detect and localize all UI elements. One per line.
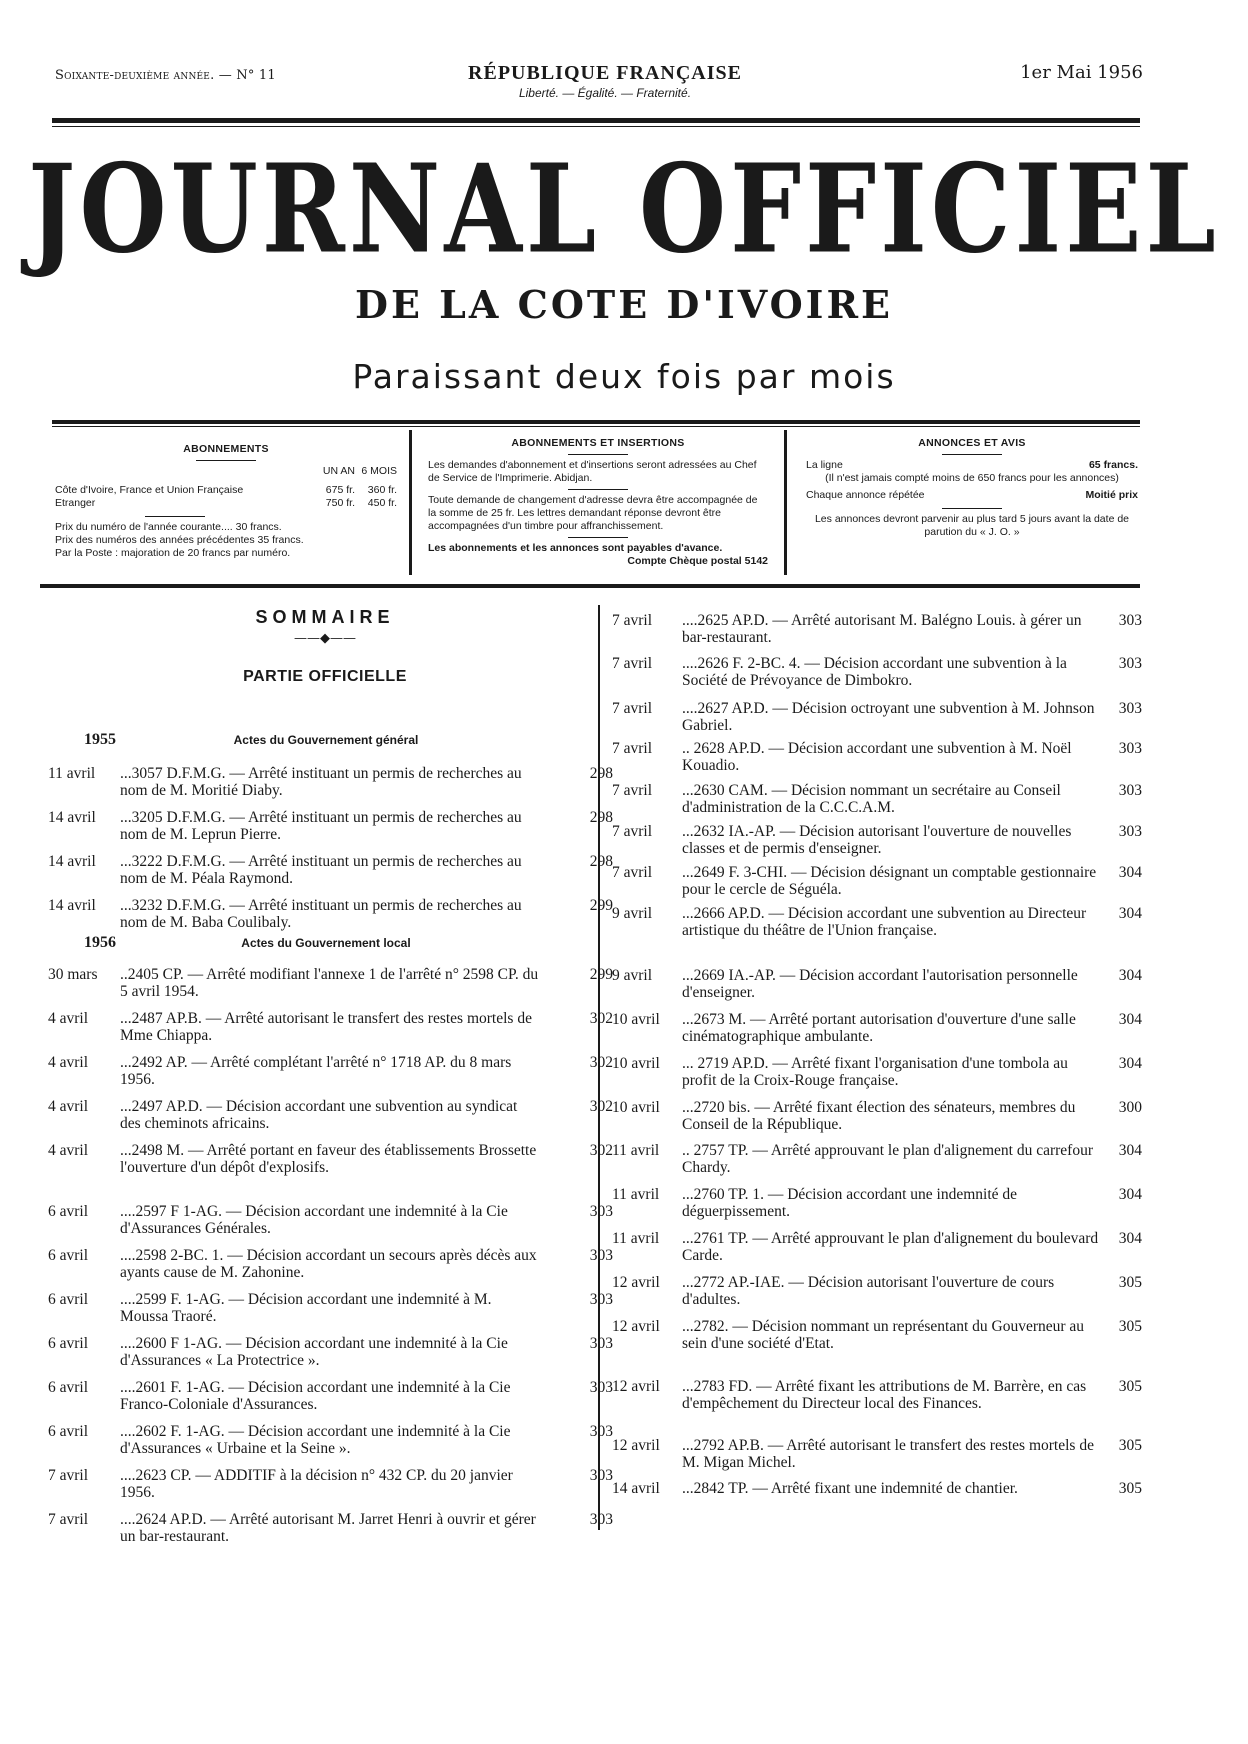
- toc-entry-page: 303: [589, 1203, 613, 1220]
- row1-label: Côte d'Ivoire, France et Union Française: [55, 484, 244, 496]
- toc-entry-page: 303: [589, 1467, 613, 1484]
- sommaire-title: SOMMAIRE: [255, 607, 395, 627]
- toc-entry-date: 7 avril: [612, 612, 653, 629]
- boxes-rule-bottom: [40, 584, 1140, 588]
- toc-entry-page: 304: [1118, 1142, 1142, 1159]
- toc-entry-text: ...2632 IA.-AP. — Décision autorisant l'ouverture de nouvelles classes et de permis d'enseigner.: [682, 823, 1072, 857]
- row2-un-an: 750 fr.: [325, 497, 355, 509]
- toc-entry-date: 12 avril: [612, 1318, 660, 1335]
- annonces-repetee: [806, 489, 1138, 502]
- section-year-1955: 1955: [84, 731, 116, 748]
- annonces-delai: Les annonces devront parvenir au plus tard 5 jours avant la date de parution du « J. O. »: [814, 513, 1130, 538]
- annonces-ligne: [806, 459, 1138, 472]
- toc-entry-page: 303: [1118, 782, 1142, 799]
- boxes-rule-top-thin: [52, 426, 1140, 427]
- toc-entry-date: 30 mars: [48, 966, 98, 983]
- toc-entry-page: 299: [589, 966, 613, 983]
- row2-label: Etranger: [55, 497, 96, 509]
- toc-entry-page: 305: [1118, 1480, 1142, 1497]
- toc-entry-text: ....2601 F. 1-AG. — Décision accordant une indemnité à la Cie Franco-Coloniale d'Assurances.: [120, 1379, 511, 1413]
- toc-entry-text: ...3232 D.F.M.G. — Arrêté instituant un permis de recherches au nom de M. Baba Coulibaly.: [120, 897, 522, 931]
- toc-entry-date: 4 avril: [48, 1098, 89, 1115]
- toc-entry-text: ...2842 TP. — Arrêté fixant une indemnité de chantier.: [682, 1480, 1018, 1497]
- toc-entry-text: .. 2628 AP.D. — Décision accordant une subvention à M. Noël Kouadio.: [682, 740, 1072, 774]
- toc-entry-page: 302: [589, 1010, 613, 1027]
- toc-entry-text: ....2625 AP.D. — Arrêté autorisant M. Balégno Louis. à gérer un bar-restaurant.: [682, 612, 1082, 646]
- partie-officielle-heading: PARTIE OFFICIELLE: [243, 668, 407, 685]
- toc-entry-date: 6 avril: [48, 1379, 89, 1396]
- toc-entry-page: 298: [589, 809, 613, 826]
- col-un-an: UN AN: [322, 465, 355, 477]
- toc-entry-page: 303: [1118, 700, 1142, 717]
- toc-entry-date: 7 avril: [612, 782, 653, 799]
- row2-6-mois: 450 fr.: [367, 497, 397, 509]
- toc-entry-text: ...2498 M. — Arrêté portant en faveur des établissements Brossette l'ouverture d'un dépôt d'explosifs.: [120, 1142, 537, 1176]
- abonnements-box: [55, 443, 397, 560]
- issue-date: 1er Mai 1956: [1020, 62, 1143, 83]
- journal-tagline: Paraissant deux fois par mois: [352, 357, 896, 396]
- toc-entry-date: 7 avril: [48, 1511, 89, 1528]
- toc-entry-page: 302: [589, 1054, 613, 1071]
- toc-entry-date: 12 avril: [612, 1378, 660, 1395]
- toc-entry-text: ....2600 F 1-AG. — Décision accordant une indemnité à la Cie d'Assurances « La Protectrice ».: [120, 1335, 508, 1369]
- toc-entry-page: 303: [1118, 740, 1142, 757]
- insertions-bar: [568, 454, 628, 455]
- toc-entry-date: 10 avril: [612, 1055, 660, 1072]
- abonnements-cols: [55, 465, 397, 478]
- toc-entry-date: 11 avril: [612, 1142, 660, 1159]
- toc-entry-text: ...3222 D.F.M.G. — Arrêté instituant un permis de recherches au nom de M. Péala Raymond.: [120, 853, 522, 887]
- toc-entry-date: 9 avril: [612, 967, 653, 984]
- toc-entry-text: ...2492 AP. — Arrêté complétant l'arrêté n° 1718 AP. du 8 mars 1956.: [120, 1054, 512, 1088]
- abonnements-prix-1: Prix du numéro de l'année courante.... 30 francs.: [55, 521, 282, 533]
- col-6-mois: 6 MOIS: [361, 465, 397, 477]
- toc-entry-page: 303: [589, 1291, 613, 1308]
- insertions-box: [428, 437, 768, 568]
- toc-entry-page: 305: [1118, 1437, 1142, 1454]
- toc-entry-text: ...2487 AP.B. — Arrêté autorisant le transfert des restes mortels de Mme Chiappa.: [120, 1010, 532, 1044]
- toc-entry-text: ...3057 D.F.M.G. — Arrêté instituant un permis de recherches au nom de M. Moritié Diaby.: [120, 765, 522, 799]
- toc-entry-text: ..2405 CP. — Arrêté modifiant l'annexe 1 de l'arrêté n° 2598 CP. du 5 avril 1954.: [120, 966, 539, 1000]
- toc-entry-text: ....2626 F. 2-BC. 4. — Décision accordant une subvention à la Société de Prévoyance de Dimbokro.: [682, 655, 1067, 689]
- issue-line: Soixante-deuxième année. — N° 11: [55, 68, 276, 83]
- toc-entry-date: 6 avril: [48, 1335, 89, 1352]
- toc-entry-text: ...2649 F. 3-CHI. — Décision désignant un comptable gestionnaire pour le cercle de Séguéla.: [682, 864, 1097, 898]
- insertions-bar-2: [568, 489, 628, 490]
- toc-entry-date: 4 avril: [48, 1054, 89, 1071]
- toc-entry-page: 303: [589, 1511, 613, 1528]
- annonces-ligne-label: La ligne: [806, 459, 843, 471]
- toc-entry-page: 305: [1118, 1274, 1142, 1291]
- toc-entry-date: 7 avril: [612, 823, 653, 840]
- boxes-rule-top: [52, 420, 1140, 424]
- toc-entry-page: 303: [1118, 655, 1142, 672]
- toc-entry-page: 304: [1118, 967, 1142, 984]
- toc-entry-text: ...3205 D.F.M.G. — Arrêté instituant un permis de recherches au nom de M. Leprun Pierre.: [120, 809, 522, 843]
- toc-entry-text: ...2630 CAM. — Décision nommant un secrétaire au Conseil d'administration de la C.C.C.A.M.: [682, 782, 1061, 816]
- abonnements-title: ABONNEMENTS: [183, 443, 269, 455]
- toc-entry-page: 300: [1118, 1099, 1142, 1116]
- toc-entry-text: ....2597 F 1-AG. — Décision accordant une indemnité à la Cie d'Assurances Générales.: [120, 1203, 508, 1237]
- toc-entry-text: ...2792 AP.B. — Arrêté autorisant le transfert des restes mortels de M. Migan Michel.: [682, 1437, 1094, 1471]
- toc-entry-text: ...2720 bis. — Arrêté fixant élection des sénateurs, membres du Conseil de la République.: [682, 1099, 1076, 1133]
- annonces-box: [806, 437, 1138, 539]
- toc-entry-date: 14 avril: [48, 897, 96, 914]
- toc-entry-page: 305: [1118, 1318, 1142, 1335]
- toc-entry-text: ....2598 2-BC. 1. — Décision accordant un secours après décès aux ayants cause de M. Zahonine.: [120, 1247, 537, 1281]
- toc-entry-date: 7 avril: [48, 1467, 89, 1484]
- toc-entry-date: 10 avril: [612, 1011, 660, 1028]
- abonnements-prix-2: Prix des numéros des années précédentes 35 francs.: [55, 534, 304, 546]
- toc-entry-text: ....2624 AP.D. — Arrêté autorisant M. Jarret Henri à ouvrir et gérer un bar-restaurant.: [120, 1511, 536, 1545]
- toc-entry-text: ...2666 AP.D. — Décision accordant une subvention au Directeur artistique du théâtre de l'Union française.: [682, 905, 1087, 939]
- abonnements-bar: [196, 460, 256, 461]
- toc-entry-page: 298: [589, 765, 613, 782]
- toc-entry-page: 303: [589, 1247, 613, 1264]
- row1-un-an: 675 fr.: [325, 484, 355, 496]
- toc-entry-date: 6 avril: [48, 1247, 89, 1264]
- toc-entry-text: ...2673 M. — Arrêté portant autorisation d'ouverture d'une salle cinématographique ambulante.: [682, 1011, 1076, 1045]
- republic-motto: Liberté. — Égalité. — Fraternité.: [518, 86, 692, 100]
- abonnements-prix-3: Par la Poste : majoration de 20 francs par numéro.: [55, 547, 291, 559]
- toc-entry-date: 6 avril: [48, 1291, 89, 1308]
- toc-entry-date: 11 avril: [612, 1186, 660, 1203]
- toc-entry-date: 9 avril: [612, 905, 653, 922]
- toc-entry-date: 12 avril: [612, 1274, 660, 1291]
- annonces-repetee-label: Chaque annonce répétée: [806, 489, 925, 501]
- toc-entry-page: 303: [1118, 612, 1142, 629]
- toc-entry-page: 302: [589, 1142, 613, 1159]
- annonces-bar: [942, 454, 1002, 455]
- republic-block: [440, 62, 770, 100]
- toc-entry-date: 6 avril: [48, 1423, 89, 1440]
- toc-entry-page: 303: [1118, 823, 1142, 840]
- toc-entry-page: 303: [589, 1423, 613, 1440]
- insertions-compte: Compte Chèque postal 5142: [627, 555, 768, 567]
- box-divider-1: [409, 430, 412, 575]
- section-title-gouvernement-general: Actes du Gouvernement général: [233, 733, 419, 747]
- toc-entry-text: ...2782. — Décision nommant un représentant du Gouverneur au sein d'une société d'Etat.: [682, 1318, 1085, 1352]
- abonnements-bar-2: [145, 516, 205, 517]
- toc-entry-page: 303: [589, 1335, 613, 1352]
- box-divider-2: [784, 430, 787, 575]
- header-rule-thin: [52, 126, 1140, 127]
- toc-entry-text: ....2623 CP. — ADDITIF à la décision n° 432 CP. du 20 janvier 1956.: [120, 1467, 513, 1501]
- toc-entry-text: ...2497 AP.D. — Décision accordant une subvention au syndicat des cheminots africains.: [120, 1098, 518, 1132]
- toc-entry-date: 14 avril: [612, 1480, 660, 1497]
- insertions-para-1: Les demandes d'abonnement et d'insertions seront adressées au Chef de Service de l'Imprimerie. Abidjan.: [428, 459, 757, 484]
- toc-entry-date: 11 avril: [48, 765, 96, 782]
- insertions-bar-3: [568, 537, 628, 538]
- toc-entry-page: 304: [1118, 905, 1142, 922]
- toc-entry-page: 298: [589, 853, 613, 870]
- toc-entry-date: 7 avril: [612, 740, 653, 757]
- header-rule-thick: [52, 118, 1140, 123]
- toc-entry-date: 12 avril: [612, 1437, 660, 1454]
- toc-entry-text: ....2627 AP.D. — Décision octroyant une subvention à M. Johnson Gabriel.: [682, 700, 1095, 734]
- section-year-1956: 1956: [84, 934, 116, 951]
- insertions-title: ABONNEMENTS ET INSERTIONS: [511, 437, 685, 449]
- toc-entry-page: 303: [589, 1379, 613, 1396]
- section-title-gouvernement-local: Actes du Gouvernement local: [241, 936, 411, 950]
- toc-entry-date: 14 avril: [48, 809, 96, 826]
- toc-entry-date: 7 avril: [612, 700, 653, 717]
- toc-entry-text: ...2760 TP. 1. — Décision accordant une indemnité de déguerpissement.: [682, 1186, 1018, 1220]
- toc-entry-date: 7 avril: [612, 655, 653, 672]
- abonnements-row-1: [55, 484, 397, 497]
- toc-entry-date: 14 avril: [48, 853, 96, 870]
- toc-entry-date: 7 avril: [612, 864, 653, 881]
- abonnements-row-2: [55, 497, 397, 510]
- toc-entry-text: .. 2757 TP. — Arrêté approuvant le plan d'alignement du carrefour Chardy.: [682, 1142, 1093, 1176]
- toc-entry-date: 6 avril: [48, 1203, 89, 1220]
- toc-entry-page: 304: [1118, 1011, 1142, 1028]
- annonces-title: ANNONCES ET AVIS: [918, 437, 1026, 449]
- toc-entry-text: ... 2719 AP.D. — Arrêté fixant l'organisation d'une tombola au profit de la Croix-Rouge française.: [682, 1055, 1068, 1089]
- toc-entry-text: ....2602 F. 1-AG. — Décision accordant une indemnité à la Cie d'Assurances « Urbaine et la Seine ».: [120, 1423, 511, 1457]
- toc-entry-page: 304: [1118, 1186, 1142, 1203]
- republic-title: RÉPUBLIQUE FRANÇAISE: [468, 62, 742, 84]
- annonces-repetee-value: Moitié prix: [1085, 489, 1138, 501]
- toc-entry-date: 10 avril: [612, 1099, 660, 1116]
- journal-title: JOURNAL OFFICIEL: [28, 137, 1220, 281]
- insertions-para-3: [428, 542, 768, 555]
- toc-entry-date: 4 avril: [48, 1142, 89, 1159]
- annonces-minimum: (Il n'est jamais compté moins de 650 francs pour les annonces): [825, 472, 1119, 484]
- sommaire-ornament: ——◆——: [294, 631, 356, 646]
- annonces-ligne-value: 65 francs.: [1088, 459, 1138, 471]
- toc-entry-text: ...2783 FD. — Arrêté fixant les attributions de M. Barrère, en cas d'empêchement du Directeur local des Finances.: [682, 1378, 1087, 1412]
- toc-entry-text: ...2772 AP.-IAE. — Décision autorisant l'ouverture de cours d'adultes.: [682, 1274, 1055, 1308]
- toc-entry-date: 11 avril: [612, 1230, 660, 1247]
- toc-entry-text: ...2761 TP. — Arrêté approuvant le plan d'alignement du boulevard Carde.: [682, 1230, 1099, 1264]
- toc-entry-page: 302: [589, 1098, 613, 1115]
- journal-subtitle: DE LA COTE D'IVOIRE: [355, 282, 893, 327]
- toc-entry-page: 305: [1118, 1378, 1142, 1395]
- annonces-bar-2: [942, 508, 1002, 509]
- toc-entry-page: 304: [1118, 1055, 1142, 1072]
- toc-entry-page: 304: [1118, 864, 1142, 881]
- insertions-payables: Les abonnements et les annonces sont payables d'avance.: [428, 542, 723, 554]
- insertions-para-2: Toute demande de changement d'adresse devra être accompagnée de la somme de 25 fr. Les lettres demandant réponse devront être accompagnées d'un timbre pour affranchissement.: [428, 494, 758, 532]
- toc-entry-date: 4 avril: [48, 1010, 89, 1027]
- toc-entry-text: ....2599 F. 1-AG. — Décision accordant une indemnité à M. Moussa Traoré.: [120, 1291, 492, 1325]
- row1-6-mois: 360 fr.: [367, 484, 397, 496]
- toc-entry-page: 304: [1118, 1230, 1142, 1247]
- toc-entry-text: ...2669 IA.-AP. — Décision accordant l'autorisation personnelle d'enseigner.: [682, 967, 1078, 1001]
- toc-entry-page: 299: [589, 897, 613, 914]
